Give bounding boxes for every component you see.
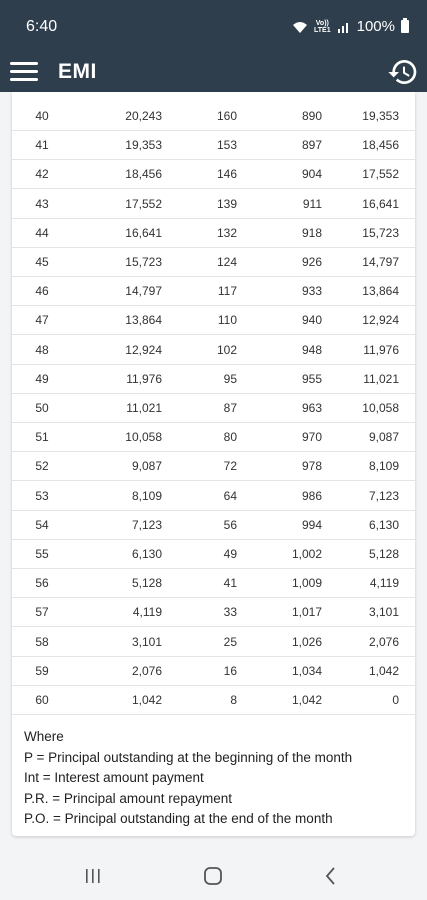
repayment-cell: 986	[301, 488, 322, 503]
outstanding-cell: 10,058	[362, 401, 399, 415]
principal-cell: 14,797	[125, 284, 162, 299]
interest-cell: 16	[223, 663, 237, 678]
back-icon[interactable]	[316, 864, 346, 888]
table-row	[12, 277, 415, 306]
month-cell: 57	[35, 605, 49, 620]
month-cell: 55	[35, 547, 49, 561]
volte-bottom-label: LTE1	[314, 26, 331, 34]
outstanding-cell: 13,864	[362, 284, 399, 299]
month-cell: 43	[35, 196, 49, 211]
table-row	[12, 511, 415, 540]
repayment-cell: 963	[301, 401, 322, 415]
outstanding-cell: 9,087	[368, 430, 399, 445]
table-row	[12, 248, 415, 277]
repayment-cell: 948	[301, 342, 322, 357]
table-row	[12, 569, 415, 598]
status-icons	[292, 18, 409, 35]
legend-line-po: P.O. = Principal outstanding at the end of the month	[24, 811, 333, 826]
month-cell: 46	[35, 284, 49, 299]
outstanding-cell: 15,723	[362, 225, 399, 240]
app-title: EMI	[58, 60, 97, 83]
volte-top-label: Vo))	[315, 19, 329, 27]
principal-cell: 11,976	[126, 371, 162, 386]
month-cell: 51	[35, 430, 49, 445]
interest-cell: 153	[216, 138, 237, 153]
interest-cell: 8	[230, 693, 237, 707]
principal-cell: 17,552	[125, 196, 162, 211]
principal-cell: 16,641	[125, 225, 162, 240]
repayment-cell: 1,002	[291, 547, 322, 561]
principal-cell: 19,353	[125, 138, 162, 153]
month-cell: 53	[35, 488, 49, 503]
repayment-cell: 940	[301, 313, 322, 328]
table-row	[12, 219, 415, 248]
table-row	[12, 540, 415, 569]
month-cell: 56	[35, 576, 49, 591]
repayment-cell: 955	[301, 371, 322, 386]
principal-cell: 20,243	[125, 109, 162, 123]
outstanding-cell: 1,042	[368, 663, 399, 678]
outstanding-cell: 18,456	[362, 138, 399, 153]
month-cell: 48	[35, 342, 49, 357]
outstanding-cell: 19,353	[362, 109, 399, 123]
battery-icon	[401, 20, 409, 33]
repayment-cell: 978	[301, 459, 322, 474]
repayment-cell: 1,026	[291, 634, 322, 649]
interest-cell: 110	[217, 313, 237, 328]
legend-line-pr: P.R. = Principal amount repayment	[24, 790, 232, 806]
outstanding-cell: 5,128	[368, 547, 399, 561]
repayment-cell: 1,009	[291, 576, 322, 591]
amortization-card	[12, 92, 415, 836]
outstanding-cell: 16,641	[362, 196, 399, 211]
interest-cell: 117	[217, 284, 237, 299]
month-cell: 58	[35, 634, 49, 649]
table-row	[12, 336, 415, 365]
interest-cell: 139	[216, 196, 237, 211]
month-cell: 47	[35, 313, 49, 328]
history-icon[interactable]	[387, 56, 419, 88]
interest-cell: 95	[223, 371, 237, 386]
status-bar	[0, 0, 427, 52]
outstanding-cell: 4,119	[369, 576, 399, 591]
principal-cell: 1,042	[131, 693, 162, 707]
outstanding-cell: 3,101	[368, 605, 399, 620]
repayment-cell: 994	[301, 517, 322, 532]
principal-cell: 2,076	[131, 663, 162, 678]
repayment-cell: 1,034	[291, 663, 322, 678]
repayment-cell: 926	[301, 255, 322, 269]
interest-cell: 146	[216, 167, 237, 182]
repayment-cell: 970	[301, 430, 322, 445]
outstanding-cell: 17,552	[362, 167, 399, 182]
interest-cell: 33	[223, 605, 237, 620]
principal-cell: 7,123	[131, 517, 162, 532]
month-cell: 49	[35, 371, 49, 386]
interest-cell: 80	[223, 430, 237, 445]
month-cell: 40	[35, 109, 49, 123]
table-row	[12, 131, 415, 160]
principal-cell: 9,087	[131, 459, 162, 474]
interest-cell: 87	[223, 401, 237, 415]
month-cell: 41	[35, 138, 49, 153]
repayment-cell: 1,017	[291, 605, 322, 620]
table-row	[12, 482, 415, 511]
principal-cell: 15,723	[125, 255, 162, 269]
interest-cell: 160	[216, 109, 237, 123]
month-cell: 45	[35, 255, 49, 269]
table-row	[12, 657, 415, 686]
month-cell: 44	[35, 225, 49, 240]
principal-cell: 10,058	[125, 430, 162, 445]
interest-cell: 49	[223, 547, 237, 561]
repayment-cell: 918	[301, 225, 322, 240]
outstanding-cell: 6,130	[368, 517, 399, 532]
principal-cell: 3,101	[131, 634, 162, 649]
table-row	[12, 628, 415, 657]
month-cell: 52	[35, 459, 49, 474]
recents-icon[interactable]	[78, 864, 108, 888]
interest-cell: 56	[223, 517, 237, 532]
table-row	[12, 394, 415, 423]
table-row	[12, 598, 415, 627]
principal-cell: 4,119	[132, 605, 162, 620]
month-cell: 42	[35, 167, 49, 182]
status-time: 6:40	[26, 18, 58, 35]
principal-cell: 8,109	[131, 488, 162, 503]
outstanding-cell: 12,924	[362, 313, 399, 328]
table-row	[12, 306, 415, 335]
app-bar	[0, 52, 427, 92]
legend-line-p: P = Principal outstanding at the beginning of the month	[24, 749, 353, 765]
month-cell: 50	[35, 401, 49, 415]
battery-percent: 100%	[356, 18, 395, 35]
repayment-cell: 904	[301, 167, 322, 182]
table-row	[12, 190, 415, 219]
interest-cell: 64	[223, 488, 237, 503]
table-row	[12, 686, 415, 715]
month-cell: 54	[35, 517, 49, 532]
legend-line-int: Int = Interest amount payment	[24, 770, 204, 785]
navigation-bar	[0, 852, 427, 900]
table-row	[12, 423, 415, 452]
month-cell: 59	[35, 663, 49, 678]
repayment-cell: 1,042	[291, 693, 322, 707]
principal-cell: 18,456	[125, 167, 162, 182]
outstanding-cell: 7,123	[368, 488, 399, 503]
outstanding-cell: 11,976	[363, 342, 399, 357]
table-row	[12, 365, 415, 394]
outstanding-cell: 0	[392, 693, 399, 707]
month-cell: 60	[35, 693, 49, 707]
repayment-cell: 897	[301, 138, 322, 153]
interest-cell: 72	[223, 459, 237, 474]
legend	[24, 727, 414, 830]
outstanding-cell: 14,797	[362, 255, 399, 269]
table-row	[12, 160, 415, 189]
repayment-cell: 911	[302, 196, 322, 211]
table-row	[12, 452, 415, 481]
interest-cell: 41	[223, 576, 237, 591]
interest-cell: 102	[216, 342, 237, 357]
legend-heading: Where	[24, 729, 64, 744]
home-icon[interactable]	[198, 864, 228, 888]
table-row	[12, 102, 415, 131]
signal-icon	[337, 20, 351, 33]
hamburger-menu-icon[interactable]	[10, 60, 38, 84]
interest-cell: 132	[216, 225, 237, 240]
principal-cell: 11,021	[126, 401, 162, 415]
principal-cell: 5,128	[131, 576, 162, 591]
repayment-cell: 890	[301, 109, 322, 123]
principal-cell: 13,864	[125, 313, 162, 328]
repayment-cell: 933	[301, 284, 322, 299]
volte-indicator	[314, 20, 331, 34]
principal-cell: 12,924	[125, 342, 162, 357]
outstanding-cell: 2,076	[368, 634, 399, 649]
outstanding-cell: 11,021	[363, 371, 399, 386]
interest-cell: 25	[223, 634, 237, 649]
interest-cell: 124	[216, 255, 237, 269]
wifi-icon	[292, 20, 308, 34]
principal-cell: 6,130	[131, 547, 162, 561]
outstanding-cell: 8,109	[368, 459, 399, 474]
